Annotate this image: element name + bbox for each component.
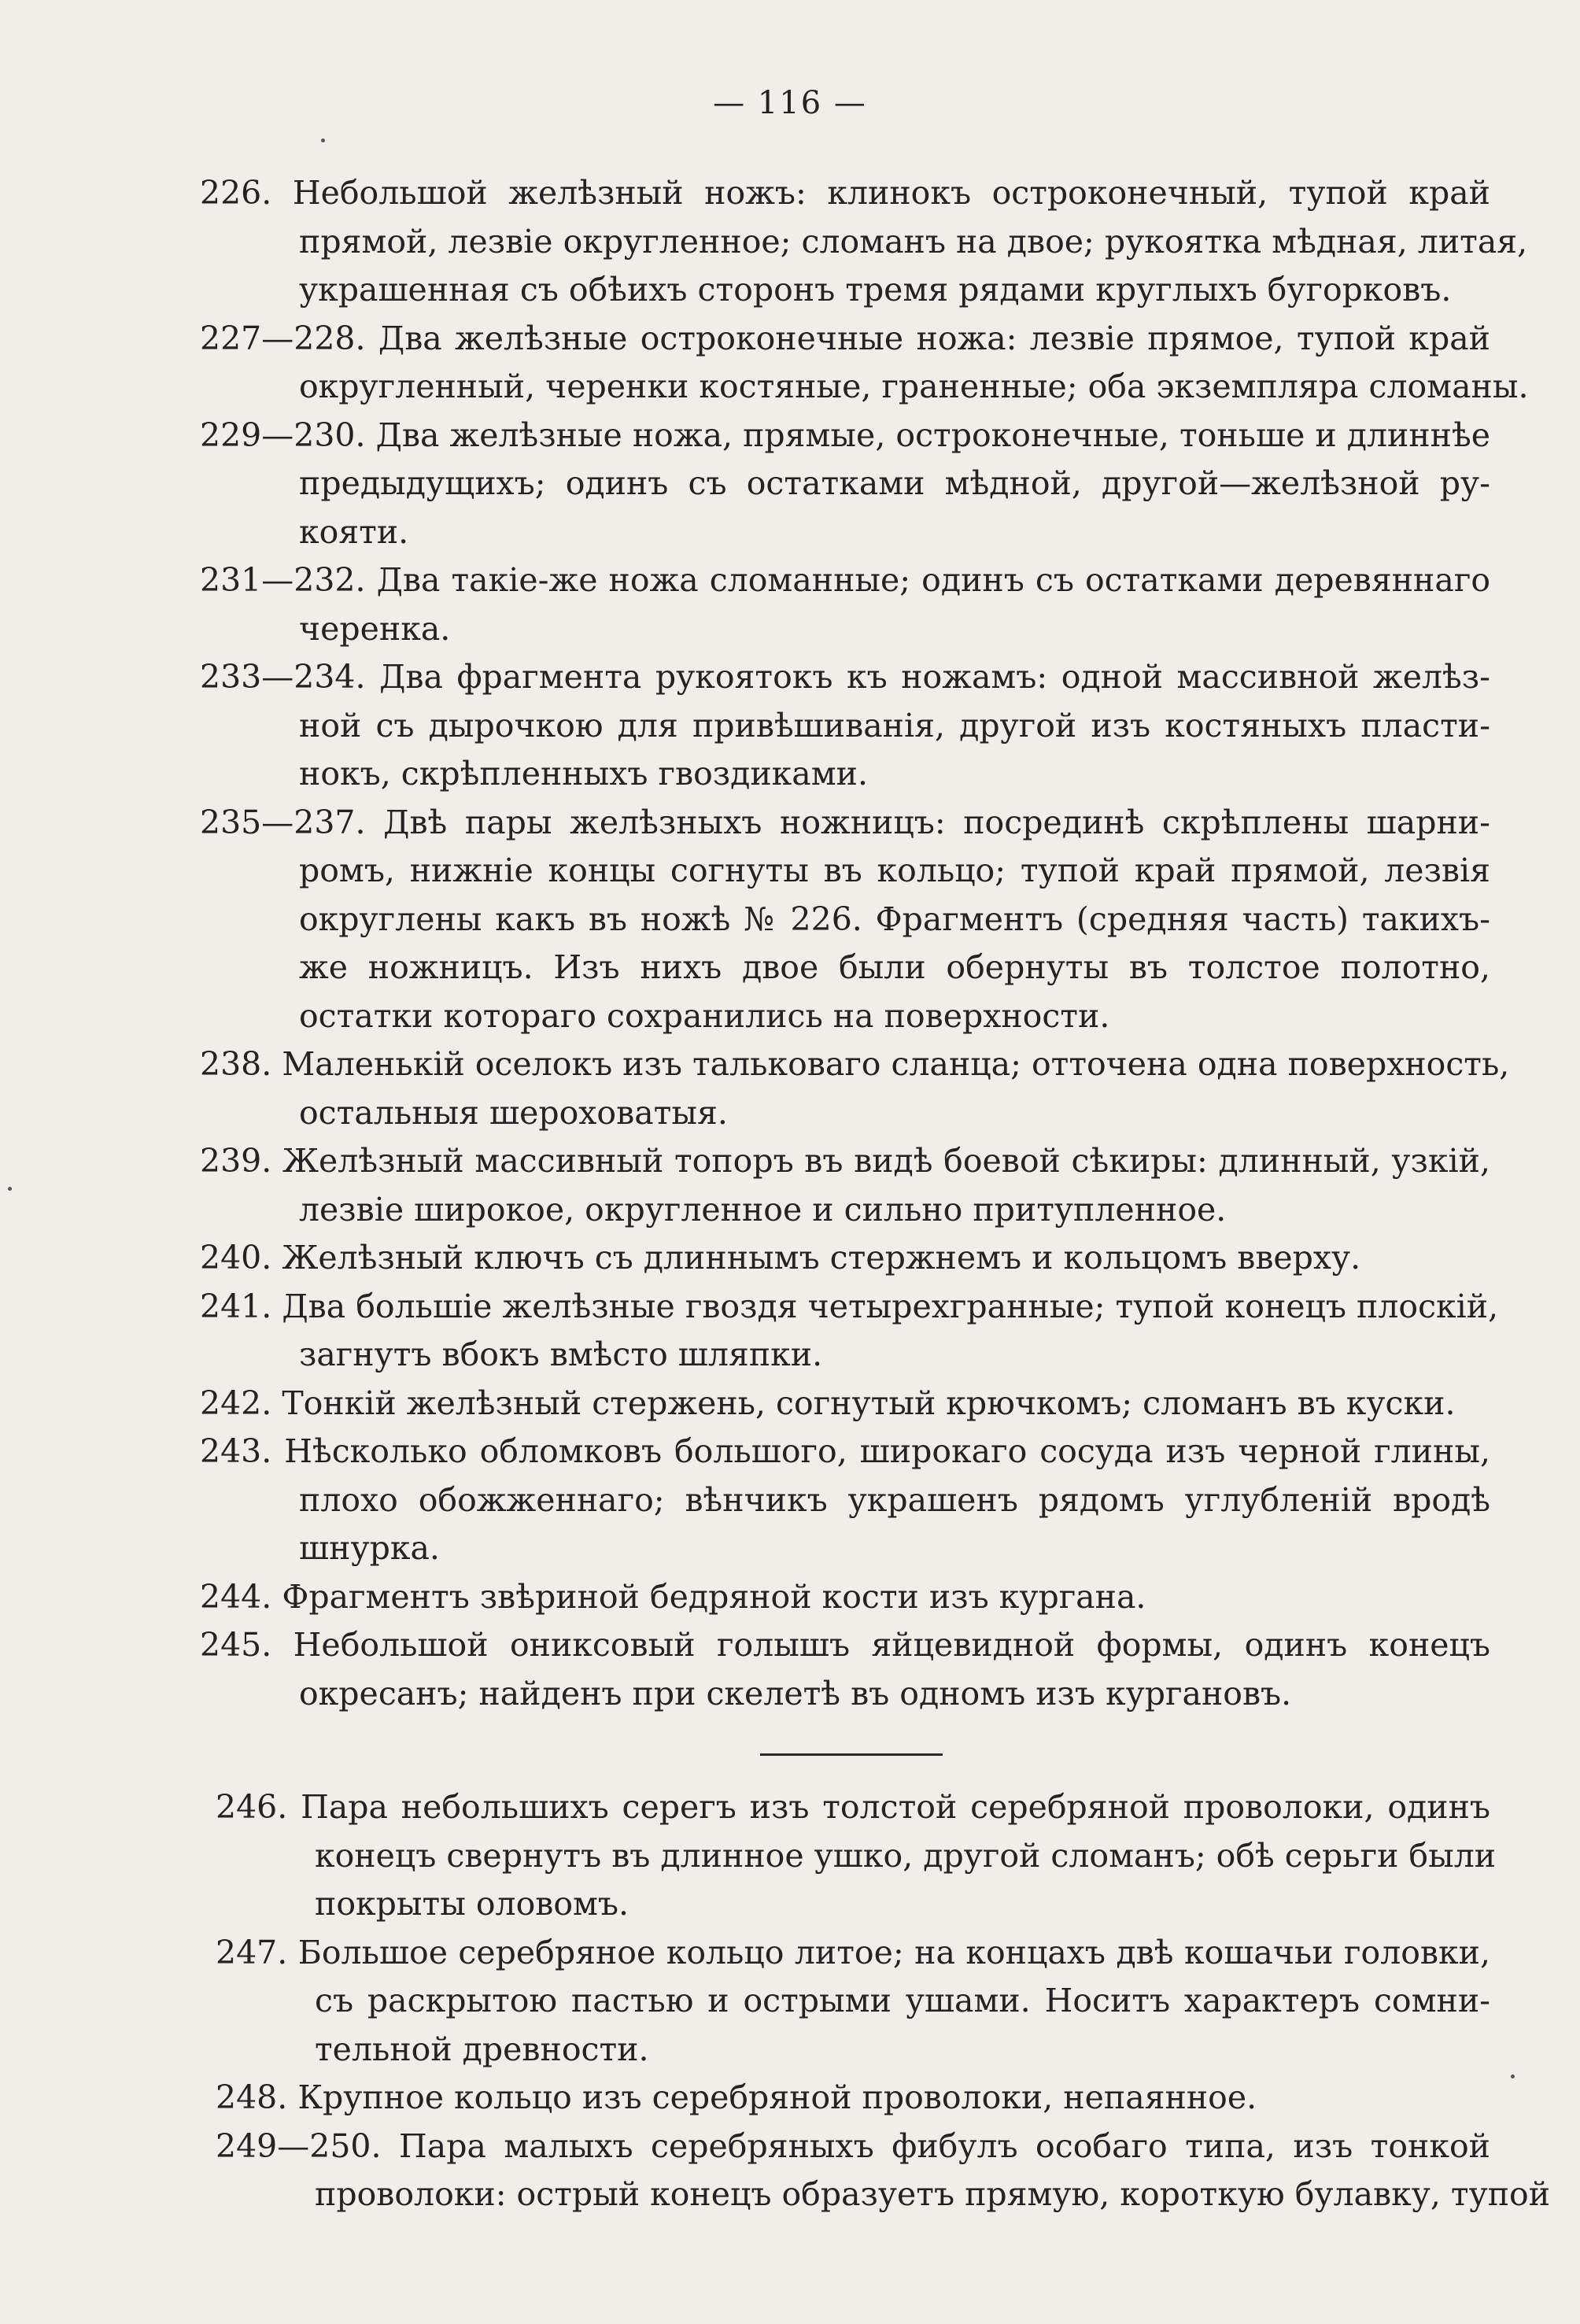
entry-line: 238. Маленькій оселокъ изъ тальковаго сланца; отточена одна поверхность,: [200, 1045, 1510, 1083]
section-divider: [760, 1753, 943, 1756]
entry-line: 235—237. Двѣ пары желѣзныхъ ножницъ: посрединѣ скрѣплены шарни-: [200, 803, 1490, 841]
entry-line: украшенная съ обѣихъ сторонъ тремя рядами круглыхъ бугорковъ.: [299, 271, 1452, 309]
catalog-entry: [200, 1137, 1490, 1234]
entry-line: плохо обожженнаго; вѣнчикъ украшенъ рядомъ углубленій вродѣ: [299, 1480, 1490, 1519]
entry-line: округлены какъ въ ножѣ № 226. Фрагментъ (средняя часть) такихъ-: [299, 900, 1490, 938]
catalog-entry: [216, 2074, 1490, 2123]
print-speck: [321, 139, 325, 142]
entry-line: остальныя шероховатыя.: [299, 1093, 728, 1132]
catalog-entry: [200, 1040, 1510, 1137]
entry-line: 244. Фрагментъ звѣриной бедряной кости изъ кургана.: [200, 1577, 1146, 1616]
entries-list-upper: [200, 169, 1529, 1718]
catalog-entry: [200, 556, 1490, 653]
catalog-entry: [200, 653, 1490, 799]
entry-line: 243. Нѣсколько обломковъ большого, широкаго сосуда изъ черной глины,: [200, 1432, 1490, 1470]
entry-line: лезвіе широкое, округленное и сильно притупленное.: [299, 1190, 1227, 1229]
catalog-entry: [200, 1621, 1490, 1718]
entry-line: нокъ, скрѣпленныхъ гвоздиками.: [299, 755, 869, 793]
catalog-entry: [200, 1283, 1499, 1380]
entry-line: 233—234. Два фрагмента рукоятокъ къ ножамъ: одной массивной желѣз-: [200, 658, 1490, 696]
entry-line: проволоки: острый конецъ образуетъ прямую, короткую булавку, тупой: [315, 2175, 1551, 2213]
entry-line: же ножницъ. Изъ нихъ двое были обернуты въ толстое полотно,: [299, 948, 1490, 986]
entry-line: 247. Большое серебряное кольцо литое; на концахъ двѣ кошачьи головки,: [216, 1933, 1490, 1971]
catalog-entry: [200, 1380, 1490, 1428]
entry-line: 246. Пара небольшихъ серегъ изъ толстой серебряной проволоки, одинъ: [216, 1788, 1490, 1826]
catalog-entry: [200, 1234, 1490, 1283]
entry-line: прямой, лезвіе округленное; сломанъ на двое; рукоятка мѣдная, литая,: [299, 222, 1528, 260]
entry-line: остатки котораго сохранились на поверхности.: [299, 996, 1110, 1035]
catalog-entry: [216, 1783, 1497, 1929]
entry-line: предыдущихъ; одинъ съ остатками мѣдной, другой—желѣзной ру-: [299, 464, 1490, 502]
catalog-entry: [216, 1929, 1490, 2075]
entry-line: 229—230. Два желѣзные ножа, прямые, остроконечные, тоньше и длиннѣе: [200, 416, 1490, 454]
entry-line: кояти.: [299, 512, 409, 551]
catalog-entry: [200, 412, 1490, 557]
print-speck: [8, 1187, 12, 1191]
entry-line: загнутъ вбокъ вмѣсто шляпки.: [299, 1336, 823, 1373]
entry-line: ромъ, нижніе концы согнуты въ кольцо; тупой край прямой, лезвія: [299, 852, 1490, 889]
entry-line: конецъ свернутъ въ длинное ушко, другой сломанъ; обѣ серьги были: [315, 1836, 1497, 1875]
entry-line: 248. Крупное кольцо изъ серебряной проволоки, непаянное.: [216, 2078, 1257, 2116]
entry-line: съ раскрытою пастью и острыми ушами. Носитъ характеръ сомни-: [315, 1982, 1490, 2019]
catalog-entry: [200, 799, 1490, 1041]
print-speck: [1511, 2075, 1515, 2078]
catalog-entry: [216, 2123, 1551, 2219]
entry-line: 241. Два большіе желѣзные гвоздя четырехгранные; тупой конецъ плоскій,: [200, 1287, 1499, 1325]
catalog-entry: [200, 169, 1528, 315]
catalog-entry: [200, 1428, 1490, 1573]
entry-line: 231—232. Два такіе-же ножа сломанные; одинъ съ остатками деревяннаго: [200, 561, 1490, 599]
entry-line: окресанъ; найденъ при скелетѣ въ одномъ изъ кургановъ.: [299, 1674, 1292, 1713]
catalog-entry: [200, 315, 1529, 412]
entry-line: округленный, черенки костяные, граненные; оба экземпляра сломаны.: [299, 368, 1529, 405]
entry-line: 226. Небольшой желѣзный ножъ: клинокъ остроконечный, тупой край: [200, 174, 1490, 212]
entry-line: ной съ дырочкою для привѣшиванія, другой изъ костяныхъ пласти-: [299, 706, 1490, 744]
entry-line: 239. Желѣзный массивный топоръ въ видѣ боевой сѣкиры: длинный, узкій,: [200, 1142, 1490, 1180]
entries-list-lower: [216, 1783, 1551, 2219]
entry-line: 242. Тонкій желѣзный стержень, согнутый крючкомъ; сломанъ въ куски.: [200, 1384, 1456, 1422]
entry-line: черенка.: [299, 609, 451, 648]
entry-line: покрыты оловомъ.: [315, 1885, 629, 1923]
entry-line: 240. Желѣзный ключъ съ длиннымъ стержнемъ и кольцомъ вверху.: [200, 1239, 1361, 1277]
entry-line: 227—228. Два желѣзные остроконечные ножа: лезвіе прямое, тупой край: [200, 319, 1490, 357]
entry-line: шнурка.: [299, 1529, 440, 1567]
entry-line: тельной древности.: [315, 2030, 649, 2068]
entry-line: 249—250. Пара малыхъ серебряныхъ фибулъ особаго типа, изъ тонкой: [216, 2126, 1490, 2165]
entry-line: 245. Небольшой ониксовый голышъ яйцевидной формы, одинъ конецъ: [200, 1626, 1490, 1664]
catalog-entry: [200, 1573, 1490, 1622]
page-number: — 116 —: [713, 85, 867, 121]
